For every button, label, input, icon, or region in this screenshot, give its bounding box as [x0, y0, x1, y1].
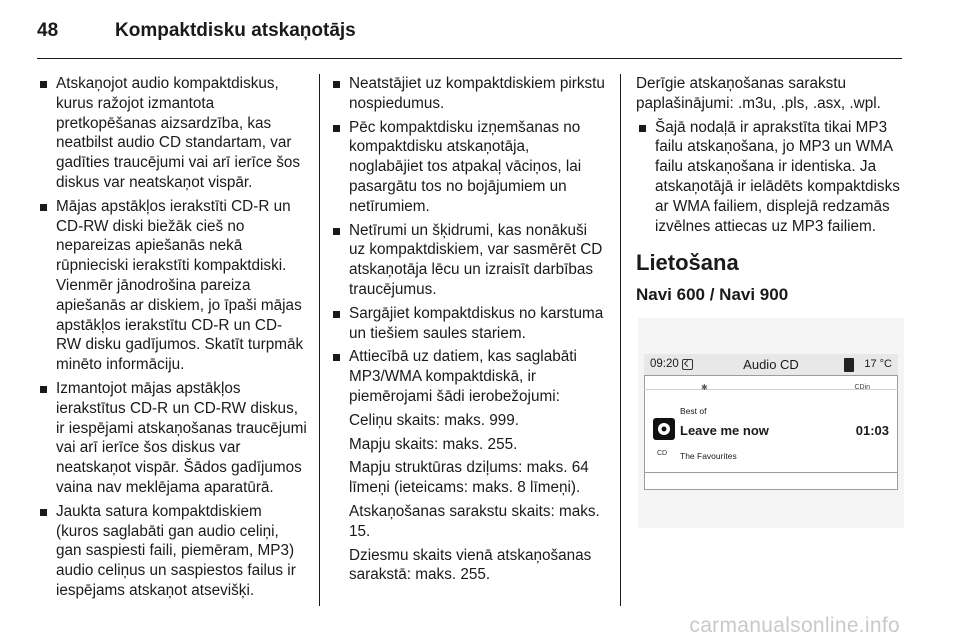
- album-name: Best of: [680, 406, 707, 417]
- text-column-2: [330, 74, 605, 589]
- disc-icon: [653, 418, 675, 440]
- limits-intro: Attiecībā uz datiem, kas saglabāti MP3/WMA kompaktdiskā, ir piemērojami šādi ierobežojumi:: [349, 348, 577, 405]
- limit-playlists: Atskaņošanas sarakstu skaits: maks. 15.: [349, 502, 600, 540]
- track-title: Leave me now: [680, 423, 769, 439]
- bullet-item: Netīrumi un šķidrumi, kas nonākuši uz kompaktdiskiem, var sasmērēt CD atskaņotāja lēcu un izraisīt darbības traucējumus.: [330, 221, 605, 300]
- cd-in-indicator: CDin: [854, 384, 870, 392]
- column-divider-1: [319, 74, 320, 606]
- bluetooth-icon: ✱: [701, 383, 708, 393]
- screen-divider: [644, 472, 898, 473]
- sub-heading: Navi 600 / Navi 900: [636, 285, 789, 305]
- bullet-item: Izmantojot mājas apstākļos ierakstītus CD-R un CD-RW diskus, ir iespējami atskaņošanas traucējumi vai arī ierīce šos diskus var neatskaņot vispār. Šādos gadījumos vaina nav meklējama aparatūrā.: [37, 379, 307, 498]
- screen-temperature: 17 °C: [864, 357, 892, 370]
- limit-tracks: Celiņu skaits: maks. 999.: [349, 411, 520, 429]
- screen-clock: 09:20: [650, 357, 679, 370]
- page-number: 48: [37, 20, 59, 41]
- text-column-3: [636, 74, 904, 528]
- header-divider: [37, 58, 902, 59]
- limit-depth: Mapju struktūras dziļums: maks. 64 līmeņi (ieteicams: maks. 8 līmeņi).: [349, 459, 589, 497]
- bullet-item: Jaukta satura kompaktdiskiem (kuros saglabāti gan audio celiņi, gan saspiesti faili, piemēram, MP3) audio celiņus un saspiestos failus ir iespējams atskaņot atsevišķi.: [37, 502, 307, 601]
- limit-folders: Mapju skaits: maks. 255.: [349, 435, 518, 453]
- playlist-extensions-text: Derīgie atskaņošanas sarakstu paplašinājumi: .m3u, .pls, .asx, .wpl.: [636, 75, 881, 112]
- bullet-item: Sargājiet kompaktdiskus no karstuma un tiešiem saules stariem.: [330, 304, 605, 344]
- bullet-item: Mājas apstākļos ierakstīti CD-R un CD-RW diski biežāk cieš no nepareizas apiešanās nekā rūpnieciski ierakstīti kompaktdiski. Vienmēr jānodrošina pareiza apiešanās ar diskiem, jo īpaši mājas apstākļos ierakstītu CD-R un CD-RW disku gadījumos. Skatīt turpmāk minēto informāciju.: [37, 197, 307, 375]
- limit-songs-per-playlist: Dziesmu skaits vienā atskaņošanas sarakstā: maks. 255.: [349, 546, 592, 584]
- source-label: CD: [657, 450, 668, 458]
- screen-status-row: [644, 376, 898, 393]
- bullet-item: Atskaņojot audio kompaktdiskus, kurus ražojot izmantota pretkopēšanas aizsardzība, kas neatbilst audio CD standartam, var gadīties traucējumi vai arī ierīce šos diskus var neatskaņot vispār.: [37, 74, 307, 193]
- screen-title: Audio CD: [743, 356, 799, 372]
- page-header: [37, 20, 356, 50]
- phone-icon: [844, 358, 854, 372]
- artist-name: The Favourites: [680, 451, 737, 462]
- track-time: 01:03: [855, 423, 889, 439]
- text-column-1: [37, 74, 307, 605]
- section-heading: Lietošana: [636, 250, 739, 276]
- bullet-item: Neatstājiet uz kompaktdiskiem pirkstu nospiedumus.: [330, 74, 605, 114]
- chapter-title: Kompaktdisku atskaņotājs: [115, 20, 356, 41]
- watermark: carmanualsonline.info: [689, 614, 900, 637]
- bullet-item-limits: [330, 347, 605, 585]
- bullet-item: Šajā nodaļā ir aprakstīta tikai MP3 failu atskaņošana, jo MP3 un WMA failu atskaņošana ir identiska. Ja atskaņotājā ir ielādēts kompaktdisks ar WMA failiem, displejā redzamās izvēlnes attiecas uz MP3 failiem.: [636, 118, 904, 237]
- bullet-item: Pēc kompaktdisku izņemšanas no kompaktdisku atskaņotāja, noglabājiet tos atpakaļ vāciņos, lai pasargātu tos no bojājumiem un netīrumiem.: [330, 118, 605, 217]
- column-divider-2: [620, 74, 621, 606]
- screen-top-bar: [644, 354, 898, 376]
- audio-cd-screen-illustration: [638, 318, 904, 528]
